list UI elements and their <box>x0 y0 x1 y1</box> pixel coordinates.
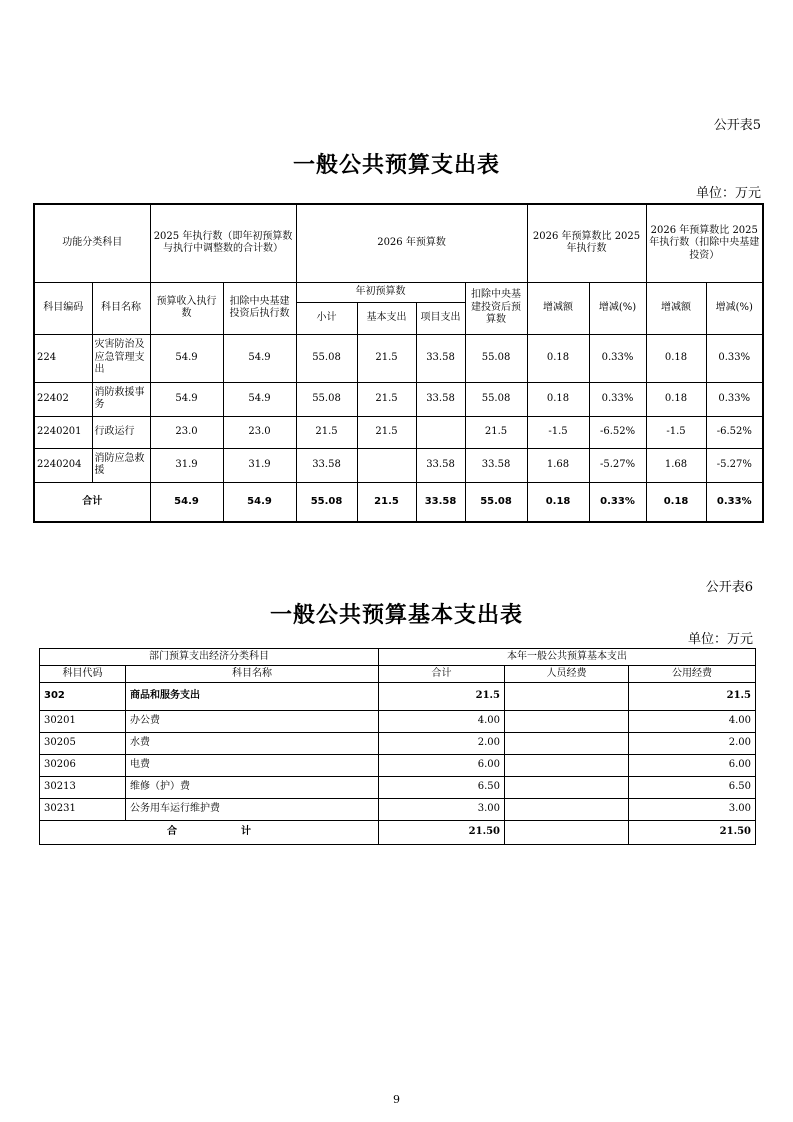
table-row <box>34 448 763 482</box>
cell: 6.50 <box>379 777 505 799</box>
cell: -6.52% <box>706 416 763 448</box>
header-budget-2026: 2026 年预算数 <box>296 204 527 282</box>
header-basic: 基本支出 <box>357 302 416 334</box>
table-row <box>40 755 756 777</box>
cell: 54.9 <box>223 382 296 416</box>
cell <box>505 777 629 799</box>
cell: 54.9 <box>150 382 223 416</box>
cell: 21.50 <box>379 821 505 845</box>
cell: 55.08 <box>296 382 357 416</box>
cell: 商品和服务支出 <box>126 683 379 711</box>
cell: -1.5 <box>527 416 589 448</box>
table6-label: 公开表6 <box>705 580 753 595</box>
cell: 33.58 <box>296 448 357 482</box>
cell: 55.08 <box>296 482 357 522</box>
cell: 30206 <box>40 755 126 777</box>
table-row <box>40 777 756 799</box>
cell: 0.18 <box>646 334 706 382</box>
cell: 224 <box>34 334 92 382</box>
cell: 0.18 <box>527 334 589 382</box>
total-label <box>40 821 379 845</box>
cell: 21.5 <box>296 416 357 448</box>
cell: 0.33% <box>589 382 646 416</box>
header-initial-budget: 年初预算数 <box>296 282 465 302</box>
header-public: 公用经费 <box>629 666 756 683</box>
cell: 水费 <box>126 733 379 755</box>
cell: 21.5 <box>357 482 416 522</box>
header-exec-income: 预算收入执行数 <box>150 282 223 334</box>
cell: 33.58 <box>416 448 465 482</box>
cell: 2240204 <box>34 448 92 482</box>
cell: 消防应急救援 <box>92 448 150 482</box>
cell: 6.00 <box>629 755 756 777</box>
total-row <box>40 821 756 845</box>
cell: 30231 <box>40 799 126 821</box>
page-number: 9 <box>393 1093 400 1106</box>
cell: 0.18 <box>646 382 706 416</box>
cell: 54.9 <box>150 334 223 382</box>
header-inc-percent-2: 增减(%) <box>706 282 763 334</box>
cell <box>505 683 629 711</box>
cell <box>505 799 629 821</box>
cell: 21.5 <box>629 683 756 711</box>
total-label-b: 计 <box>241 826 251 838</box>
table6-unit: 单位：万元 <box>687 632 753 647</box>
table5-unit: 单位：万元 <box>695 186 761 201</box>
cell: 54.9 <box>223 334 296 382</box>
cell: 33.58 <box>416 334 465 382</box>
cell: 1.68 <box>527 448 589 482</box>
cell: 31.9 <box>150 448 223 482</box>
table-row <box>34 334 763 382</box>
header-code: 科目代码 <box>40 666 126 683</box>
table-row <box>40 733 756 755</box>
cell: 55.08 <box>465 382 527 416</box>
header-exec-2025: 2025 年执行数（即年初预算数与执行中调整数的合计数） <box>150 204 296 282</box>
cell: 33.58 <box>416 482 465 522</box>
cell: 21.5 <box>465 416 527 448</box>
cell: 6.50 <box>629 777 756 799</box>
header-total: 合计 <box>379 666 505 683</box>
header-exec-excl: 扣除中央基建投资后执行数 <box>223 282 296 334</box>
general-budget-expenditure-table <box>33 203 764 523</box>
header-compare-exec-excl: 2026 年预算数比 2025 年执行数（扣除中央基建投资） <box>646 204 763 282</box>
cell: 21.5 <box>357 416 416 448</box>
basic-expenditure-table <box>39 648 756 845</box>
cell: 22402 <box>34 382 92 416</box>
total-label-a: 合 <box>167 826 177 838</box>
header-budget-excl: 扣除中央基建投资后预算数 <box>465 282 527 334</box>
cell: -1.5 <box>646 416 706 448</box>
cell: 2.00 <box>629 733 756 755</box>
table-row <box>40 711 756 733</box>
cell: 电费 <box>126 755 379 777</box>
cell <box>505 821 629 845</box>
table6-title: 一般公共预算基本支出表 <box>269 603 523 628</box>
cell <box>505 733 629 755</box>
table5-label: 公开表5 <box>713 118 761 133</box>
cell: 54.9 <box>150 482 223 522</box>
cell: 0.18 <box>646 482 706 522</box>
cell: 6.00 <box>379 755 505 777</box>
header-inc-amount-2: 增减额 <box>646 282 706 334</box>
cell: 公务用车运行维护费 <box>126 799 379 821</box>
cell: 55.08 <box>296 334 357 382</box>
cell: 21.5 <box>357 334 416 382</box>
table-row <box>34 416 763 448</box>
cell: 0.33% <box>706 382 763 416</box>
header-inc-amount: 增减额 <box>527 282 589 334</box>
cell: 1.68 <box>646 448 706 482</box>
header-compare-exec: 2026 年预算数比 2025 年执行数 <box>527 204 646 282</box>
cell: 55.08 <box>465 482 527 522</box>
total-label: 合计 <box>34 482 150 522</box>
header-function-class: 功能分类科目 <box>34 204 150 282</box>
header-name: 科目名称 <box>126 666 379 683</box>
cell: 55.08 <box>465 334 527 382</box>
cell: -5.27% <box>706 448 763 482</box>
cell: 33.58 <box>416 382 465 416</box>
cell: 行政运行 <box>92 416 150 448</box>
cell: 办公费 <box>126 711 379 733</box>
cell: 灾害防治及应急管理支出 <box>92 334 150 382</box>
header-inc-percent: 增减(%) <box>589 282 646 334</box>
header-project: 项目支出 <box>416 302 465 334</box>
cell: 33.58 <box>465 448 527 482</box>
cell: 0.33% <box>706 482 763 522</box>
cell <box>505 755 629 777</box>
cell: 4.00 <box>379 711 505 733</box>
cell: 21.50 <box>629 821 756 845</box>
cell: 31.9 <box>223 448 296 482</box>
cell: 3.00 <box>629 799 756 821</box>
cell <box>357 448 416 482</box>
cell: 30213 <box>40 777 126 799</box>
header-subtotal: 小计 <box>296 302 357 334</box>
table-row <box>34 382 763 416</box>
cell: -5.27% <box>589 448 646 482</box>
header-basic-this-year: 本年一般公共预算基本支出 <box>379 649 756 666</box>
cell: 0.18 <box>527 482 589 522</box>
table-row <box>40 799 756 821</box>
cell: 30205 <box>40 733 126 755</box>
cell: -6.52% <box>589 416 646 448</box>
cell: 3.00 <box>379 799 505 821</box>
cell: 21.5 <box>379 683 505 711</box>
cell: 0.33% <box>706 334 763 382</box>
cell: 54.9 <box>223 482 296 522</box>
header-name: 科目名称 <box>92 282 150 334</box>
cell: 30201 <box>40 711 126 733</box>
table-row <box>40 683 756 711</box>
cell: 2240201 <box>34 416 92 448</box>
cell: 维修（护）费 <box>126 777 379 799</box>
cell: 0.18 <box>527 382 589 416</box>
header-econ-class: 部门预算支出经济分类科目 <box>40 649 379 666</box>
cell <box>416 416 465 448</box>
cell: 4.00 <box>629 711 756 733</box>
cell: 0.33% <box>589 482 646 522</box>
cell: 23.0 <box>150 416 223 448</box>
cell: 消防救援事务 <box>92 382 150 416</box>
header-personnel: 人员经费 <box>505 666 629 683</box>
cell <box>505 711 629 733</box>
header-code: 科目编码 <box>34 282 92 334</box>
cell: 2.00 <box>379 733 505 755</box>
cell: 21.5 <box>357 382 416 416</box>
cell: 0.33% <box>589 334 646 382</box>
cell: 23.0 <box>223 416 296 448</box>
table5-title: 一般公共预算支出表 <box>292 153 500 178</box>
total-row <box>34 482 763 522</box>
cell: 302 <box>40 683 126 711</box>
